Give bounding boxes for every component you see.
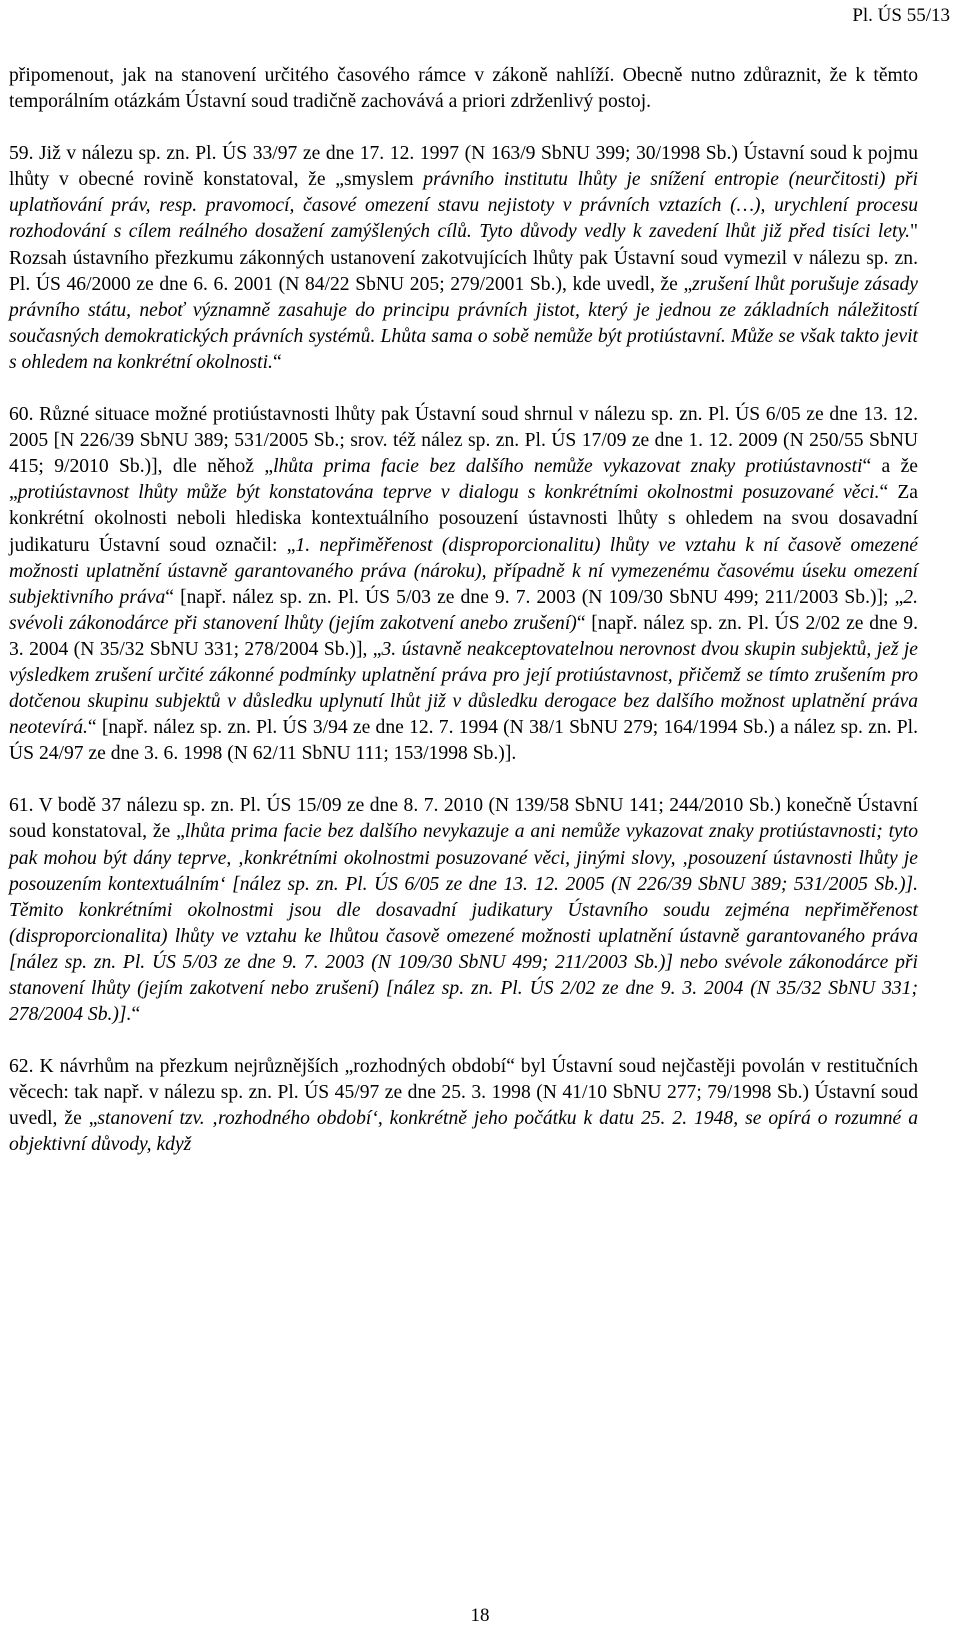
document-reference: Pl. ÚS 55/13 (852, 5, 950, 26)
paragraph-59 (9, 141, 918, 376)
quoted-text-run: lhůta prima facie bez dalšího nemůže vykazovat znaky protiústavnosti (273, 456, 863, 478)
text-run: 61. V bodě 37 nálezu sp. zn. Pl. ÚS 15/09 ze dne 8. 7. 2010 (N 139/58 SbNU 141; 244/2010 Sb.) konečně Ústavní soud konstatoval, že „ (9, 795, 918, 843)
text-run: “ a že „ (9, 456, 918, 504)
paragraph-intro (9, 63, 918, 115)
quoted-text-run: lhůta prima facie bez dalšího nevykazuje a ani nemůže vykazovat znaky protiústavnosti; tyto pak mohou být dány teprve, ‚konkrétními okolnostmi posuzované věci, jinými slovy, ‚posouzení ústavnosti lhůty je posouzením kontextuálním‘ [nález sp. zn. Pl. ÚS 6/05 ze dne 13. 12. 2005 (N 226/39 SbNU 389; 531/2005 Sb.)]. Těmito konkrétními okolnostmi jsou dle dosavadní judikatury Ústavního soudu zejména nepřiměřenost (disproporcionalita) lhůty ve vztahu ke lhůtou časově omezené možnosti uplatnění ústavně garantovaného práva [nález sp. zn. Pl. ÚS 5/03 ze dne 9. 7. 2003 (N 109/30 SbNU 499; 211/2003 Sb.)] nebo svévole zákonodárce při stanovení lhůty (jejím zakotvení nebo zrušení) [nález sp. zn. Pl. ÚS 2/02 ze dne 9. 3. 2004 (N 35/32 SbNU 331; 278/2004 Sb.)]. (9, 821, 918, 1026)
paragraph-61 (9, 793, 918, 1028)
quoted-text-run: stanovení tzv. ‚rozhodného období‘, konkrétně jeho počátku k datu 25. 2. 1948, se opírá o rozumné a objektivní důvody, když (9, 1108, 918, 1156)
quoted-text-run: protiústavnost lhůty může být konstatována teprve v dialogu s konkrétními okolnostmi posuzované věci. (17, 482, 880, 504)
quoted-text-run: 2. svévoli zákonodárce při stanovení lhůty (jejím zakotvení anebo zrušení) (9, 586, 918, 634)
page-number: 18 (470, 1605, 490, 1626)
text-run: “ (272, 351, 282, 373)
document-body (9, 63, 918, 1159)
text-run: “ [např. nález sp. zn. Pl. ÚS 5/03 ze dne 9. 7. 2003 (N 109/30 SbNU 499; 211/2003 Sb.)]; „ (165, 586, 904, 608)
text-run: " Rozsah ústavního přezkumu zákonných ustanovení zakotvujících lhůty pak Ústavní soud vymezil v nálezu sp. zn. Pl. ÚS 46/2000 ze dne 6. 6. 2001 (N 84/22 SbNU 205; 279/2001 Sb.), kde uvedl, že „ (9, 221, 918, 295)
text-run: “ [např. nález sp. zn. Pl. ÚS 3/94 ze dne 12. 7. 1994 (N 38/1 SbNU 279; 164/1994 Sb.) a nález sp. zn. Pl. ÚS 24/97 ze dne 3. 6. 1998 (N 62/11 SbNU 111; 153/1998 Sb.)]. (9, 717, 918, 765)
text-run: 60. Různé situace možné protiústavnosti lhůty pak Ústavní soud shrnul v nálezu sp. zn. Pl. ÚS 6/05 ze dne 13. 12. 2005 [N 226/39 SbNU 389; 531/2005 Sb.; srov. též nález sp. zn. Pl. ÚS 17/09 ze dne 1. 12. 2009 (N 250/55 SbNU 415; 9/2010 Sb.)], dle něhož „ (9, 404, 918, 478)
paragraph-60 (9, 402, 918, 767)
text-run: 62. K návrhům na přezkum nejrůznějších „rozhodných období“ byl Ústavní soud nejčastěji povolán v restitučních věcech: tak např. v nálezu sp. zn. Pl. ÚS 45/97 ze dne 25. 3. 1998 (N 41/10 SbNU 277; 79/1998 Sb.) Ústavní soud uvedl, že „ (9, 1056, 918, 1130)
text-run: “ (131, 1004, 141, 1026)
quoted-text-run: zrušení lhůt porušuje zásady právního státu, neboť významně zasahuje do principu právních jistot, který je jednou ze základních náležitostí současných demokratických právních systémů. Lhůta sama o sobě nemůže být protiústavní. Může se však takto jevit s ohledem na konkrétní okolnosti. (9, 273, 918, 373)
quoted-text-run: 3. ústavně neakceptovatelnou nerovnost dvou skupin subjektů, jež je výsledkem zrušení určité zákonné podmínky uplatnění práva pro její protiústavnost, přičemž se tímto zrušením pro dotčenou skupinu subjektů v důsledku uplynutí lhůt již v důsledku derogace bez dalšího možnost uplatnění práva neotevírá. (9, 638, 919, 739)
quoted-text-run: 1. nepřiměřenost (disproporcionalitu) lhůty ve vztahu k ní časově omezené možnosti uplatnění ústavně garantovaného práva (nároku), případně k ní vymezenému časovému úseku omezení subjektivního práva (9, 534, 918, 608)
text-run: “ [např. nález sp. zn. Pl. ÚS 2/02 ze dne 9. 3. 2004 (N 35/32 SbNU 331; 278/2004 Sb.)], „ (9, 612, 918, 660)
text-run: 59. Již v nálezu sp. zn. Pl. ÚS 33/97 ze dne 17. 12. 1997 (N 163/9 SbNU 399; 30/1998 Sb.) Ústavní soud k pojmu lhůty v obecné rovině konstatoval, že „smyslem (9, 143, 918, 191)
text-run: připomenout, jak na stanovení určitého časového rámce v zákoně nahlíží. Obecně nutno zdůraznit, že k těmto temporálním otázkám Ústavní soud tradičně zachovává a priori zdrženlivý postoj. (9, 65, 918, 113)
text-run: “ Za konkrétní okolnosti neboli hlediska kontextuálního posouzení ústavnosti lhůty s ohledem na svou dosavadní judikaturu Ústavní soud označil: „ (9, 482, 918, 556)
paragraph-62 (9, 1054, 918, 1158)
quoted-text-run: právního institutu lhůty je snížení entropie (neurčitosti) při uplatňování práv, resp. pravomocí, časové omezení stavu nejistoty v právních vztazích (…), urychlení procesu rozhodování s cílem reálného dosažení zamýšlených cílů. Tyto důvody vedly k zavedení lhůt již před tisíci lety. (9, 169, 918, 243)
